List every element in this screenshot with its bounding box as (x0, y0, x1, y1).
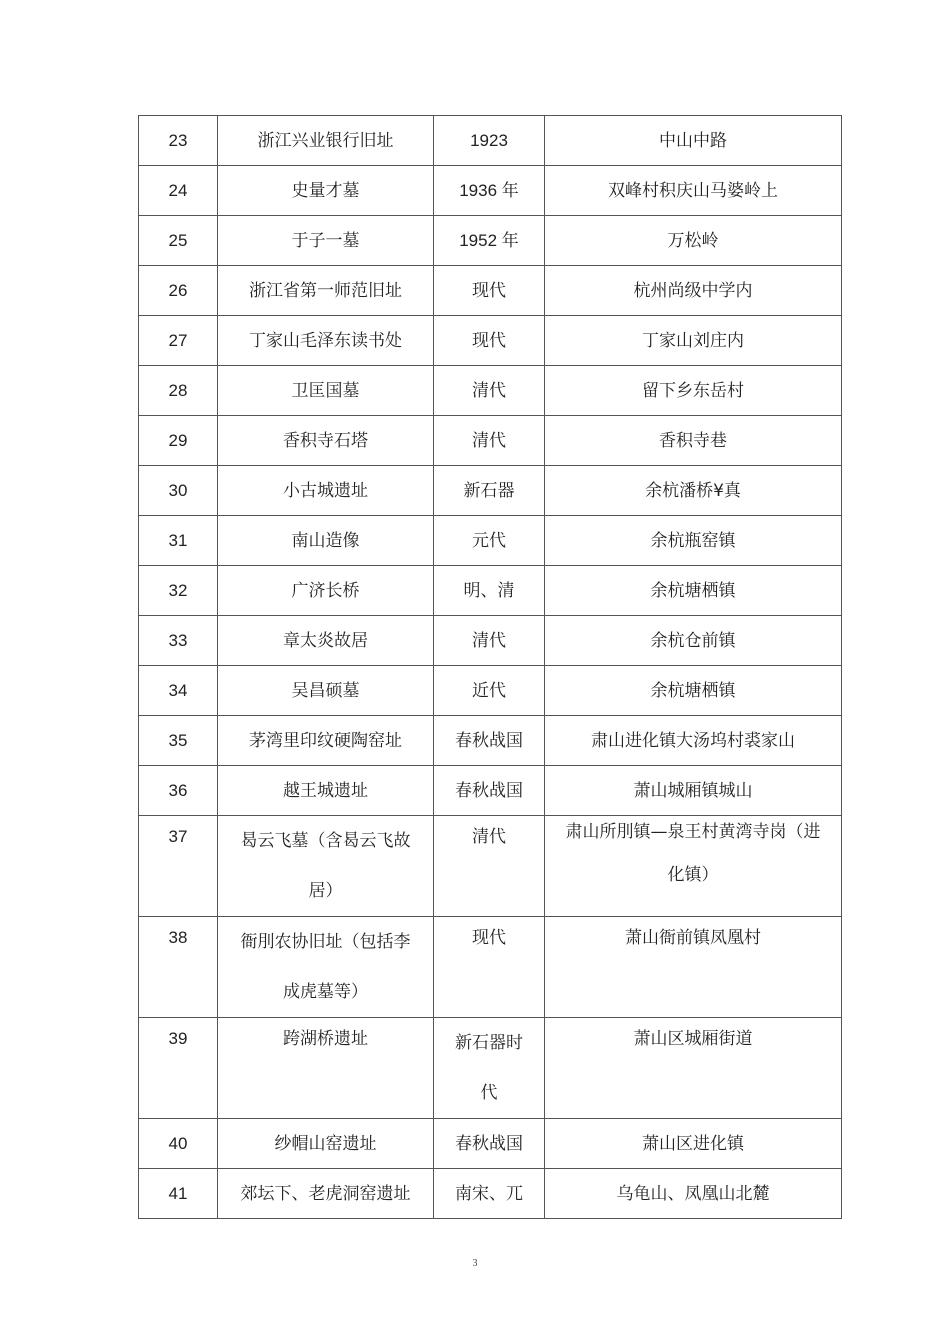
site-name (218, 917, 434, 1018)
site-era: 清代 (434, 616, 545, 666)
site-location: 中山中路 (545, 116, 842, 166)
site-location-line: 肃山所刖镇—泉王村黄湾寺岗（进 (565, 822, 821, 842)
site-location: 留下乡东岳村 (545, 366, 842, 416)
site-location: 肃山进化镇大汤坞村裘家山 (545, 716, 842, 766)
row-number: 28 (139, 366, 218, 416)
site-name: 丁家山毛泽东读书处 (218, 316, 434, 366)
site-location: 双峰村积庆山马婆岭上 (545, 166, 842, 216)
site-location (545, 816, 842, 917)
site-location: 香积寺巷 (545, 416, 842, 466)
row-number: 27 (139, 316, 218, 366)
table-row (139, 316, 842, 366)
table-row (139, 1018, 842, 1119)
site-era-line: 代 (480, 1083, 498, 1103)
table-row (139, 766, 842, 816)
site-name: 吴昌硕墓 (218, 666, 434, 716)
site-name: 浙江省第一师范旧址 (218, 266, 434, 316)
site-location-line: 化镇） (667, 865, 719, 885)
site-era (434, 1018, 545, 1119)
site-era: 1952 年 (434, 216, 545, 266)
site-location: 丁家山刘庄内 (545, 316, 842, 366)
site-name-line: 曷云飞墓（含曷云飞故 (240, 831, 411, 851)
site-era: 新石器 (434, 466, 545, 516)
site-era: 明、清 (434, 566, 545, 616)
site-name: 跨湖桥遗址 (218, 1018, 434, 1119)
site-location: 余杭塘栖镇 (545, 666, 842, 716)
table-row (139, 1169, 842, 1219)
site-name: 茅湾里印纹硬陶窑址 (218, 716, 434, 766)
site-name-line: 居） (308, 881, 343, 901)
site-name-line: 成虎墓等） (283, 982, 368, 1002)
site-location: 余杭瓶窑镇 (545, 516, 842, 566)
site-era: 清代 (434, 416, 545, 466)
site-name-line: 衙刖农协旧址（包括李 (240, 932, 411, 952)
site-name: 浙江兴业银行旧址 (218, 116, 434, 166)
row-number: 35 (139, 716, 218, 766)
site-era: 1936 年 (434, 166, 545, 216)
table-row (139, 216, 842, 266)
site-era: 春秋战国 (434, 766, 545, 816)
site-location: 萧山区进化镇 (545, 1119, 842, 1169)
site-name: 史量才墓 (218, 166, 434, 216)
table-row (139, 666, 842, 716)
table-row (139, 466, 842, 516)
row-number: 26 (139, 266, 218, 316)
table-row (139, 266, 842, 316)
site-era: 清代 (434, 816, 545, 917)
site-era: 清代 (434, 366, 545, 416)
site-location: 萧山衙前镇凤凰村 (545, 917, 842, 1018)
site-era-line: 新石器时 (455, 1033, 523, 1053)
site-name: 郊坛下、老虎洞窑遗址 (218, 1169, 434, 1219)
heritage-table (138, 115, 842, 1219)
row-number: 30 (139, 466, 218, 516)
row-number: 23 (139, 116, 218, 166)
table-row (139, 616, 842, 666)
row-number: 33 (139, 616, 218, 666)
site-location: 乌龟山、凤凰山北麓 (545, 1169, 842, 1219)
site-era: 1923 (434, 116, 545, 166)
table-row (139, 816, 842, 917)
row-number: 29 (139, 416, 218, 466)
site-location: 余杭潘桥¥真 (545, 466, 842, 516)
site-location: 余杭塘栖镇 (545, 566, 842, 616)
table-row (139, 1119, 842, 1169)
table-row (139, 416, 842, 466)
row-number: 39 (139, 1018, 218, 1119)
site-era: 元代 (434, 516, 545, 566)
site-name (218, 816, 434, 917)
site-name: 小古城遗址 (218, 466, 434, 516)
site-era: 春秋战国 (434, 716, 545, 766)
table-row (139, 917, 842, 1018)
site-location: 杭州尚级中学内 (545, 266, 842, 316)
site-name: 纱帽山窑遗址 (218, 1119, 434, 1169)
site-name: 南山造像 (218, 516, 434, 566)
row-number: 32 (139, 566, 218, 616)
row-number: 25 (139, 216, 218, 266)
table-row (139, 366, 842, 416)
table-row (139, 716, 842, 766)
row-number: 41 (139, 1169, 218, 1219)
row-number: 40 (139, 1119, 218, 1169)
site-era: 现代 (434, 316, 545, 366)
table-row (139, 116, 842, 166)
site-location: 萧山城厢镇城山 (545, 766, 842, 816)
site-name: 卫匡国墓 (218, 366, 434, 416)
table-row (139, 166, 842, 216)
site-era: 现代 (434, 917, 545, 1018)
site-location: 萧山区城厢街道 (545, 1018, 842, 1119)
row-number: 31 (139, 516, 218, 566)
site-location: 万松岭 (545, 216, 842, 266)
row-number: 37 (139, 816, 218, 917)
site-era: 近代 (434, 666, 545, 716)
site-era: 现代 (434, 266, 545, 316)
row-number: 38 (139, 917, 218, 1018)
table-row (139, 566, 842, 616)
row-number: 24 (139, 166, 218, 216)
site-name: 香积寺石塔 (218, 416, 434, 466)
row-number: 34 (139, 666, 218, 716)
table-row (139, 516, 842, 566)
site-name: 于子一墓 (218, 216, 434, 266)
site-era: 南宋、兀 (434, 1169, 545, 1219)
site-location: 余杭仓前镇 (545, 616, 842, 666)
site-name: 广济长桥 (218, 566, 434, 616)
row-number: 36 (139, 766, 218, 816)
page-number: 3 (472, 1258, 478, 1269)
site-name: 章太炎故居 (218, 616, 434, 666)
site-era: 春秋战国 (434, 1119, 545, 1169)
site-name: 越王城遗址 (218, 766, 434, 816)
